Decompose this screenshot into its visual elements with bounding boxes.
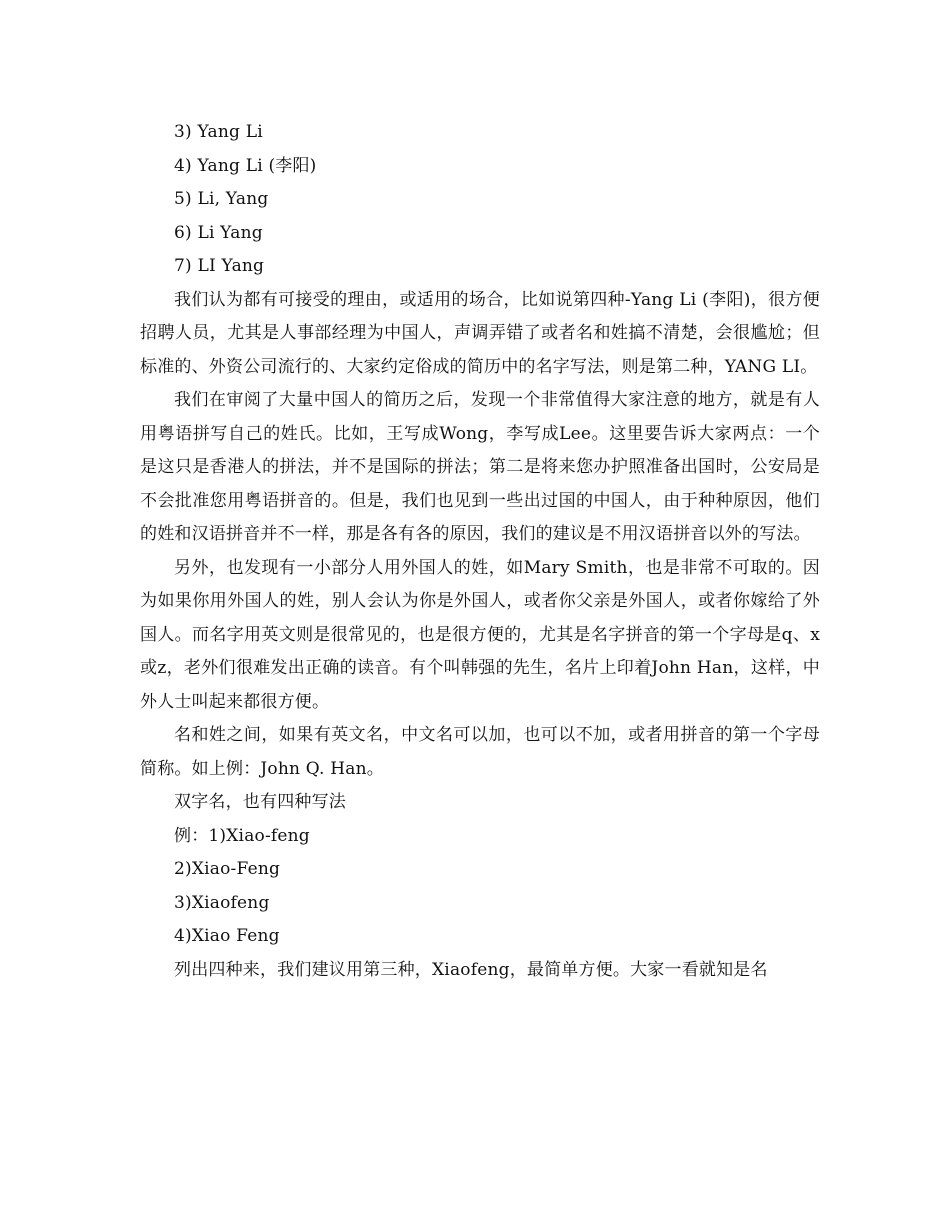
list-item: 4) Yang Li (李阳): [174, 155, 317, 176]
paragraph: 我们在审阅了大量中国人的简历之后，发现一个非常值得大家注意的地方，就是有人用粤语拼写自己的姓氏。比如，王写成Wong，李写成Lee。这里要告诉大家两点：一个是这只是香港人的拼法，并不是国际的拼法；第二是将来您办护照准备出国时，公安局是不会批准您用粤语拼音的。但是，我们也见到一些出过国的中国人，由于种种原因，他们的姓和汉语拼音并不一样，那是各有各的原因，我们的建议是不用汉语拼音以外的写法。: [140, 390, 820, 544]
list-item: 3) Yang Li: [174, 122, 263, 142]
paragraph: 列出四种来，我们建议用第三种，Xiaofeng，最简单方便。大家一看就知是名: [174, 959, 768, 980]
section-heading: 双字名，也有四种写法: [174, 792, 346, 812]
paragraph: 另外，也发现有一小部分人用外国人的姓，如Mary Smith，也是非常不可取的。因为如果你用外国人的姓，别人会认为你是外国人，或者你父亲是外国人，或者你嫁给了外国人。而名字用英文则是很常见的，也是很方便的，尤其是名字拼音的第一个字母是q、x或z，老外们很难发出正确的读音。有个叫韩强的先生，名片上印着John Han，这样，中外人士叫起来都很方便。: [140, 557, 820, 712]
paragraph: 我们认为都有可接受的理由，或适用的场合，比如说第四种-Yang Li (李阳)，很方便招聘人员，尤其是人事部经理为中国人，声调弄错了或者名和姓搞不清楚，会很尴尬；但标准的、外资公司流行的、大家约定俗成的简历中的名字写法，则是第二种，YANG LI。: [140, 289, 820, 377]
list-item: 6) Li Yang: [174, 222, 263, 243]
list-item: 7) LI Yang: [174, 256, 265, 276]
document-body: [140, 116, 820, 987]
example-item: 例：1)Xiao-feng: [174, 825, 310, 846]
example-item: 3)Xiaofeng: [174, 892, 270, 913]
paragraph: 名和姓之间，如果有英文名，中文名可以加，也可以不加，或者用拼音的第一个字母简称。如上例：John Q. Han。: [140, 725, 820, 779]
example-item: 2)Xiao-Feng: [174, 859, 281, 879]
list-item: 5) Li, Yang: [174, 189, 269, 209]
example-item: 4)Xiao Feng: [174, 926, 280, 946]
